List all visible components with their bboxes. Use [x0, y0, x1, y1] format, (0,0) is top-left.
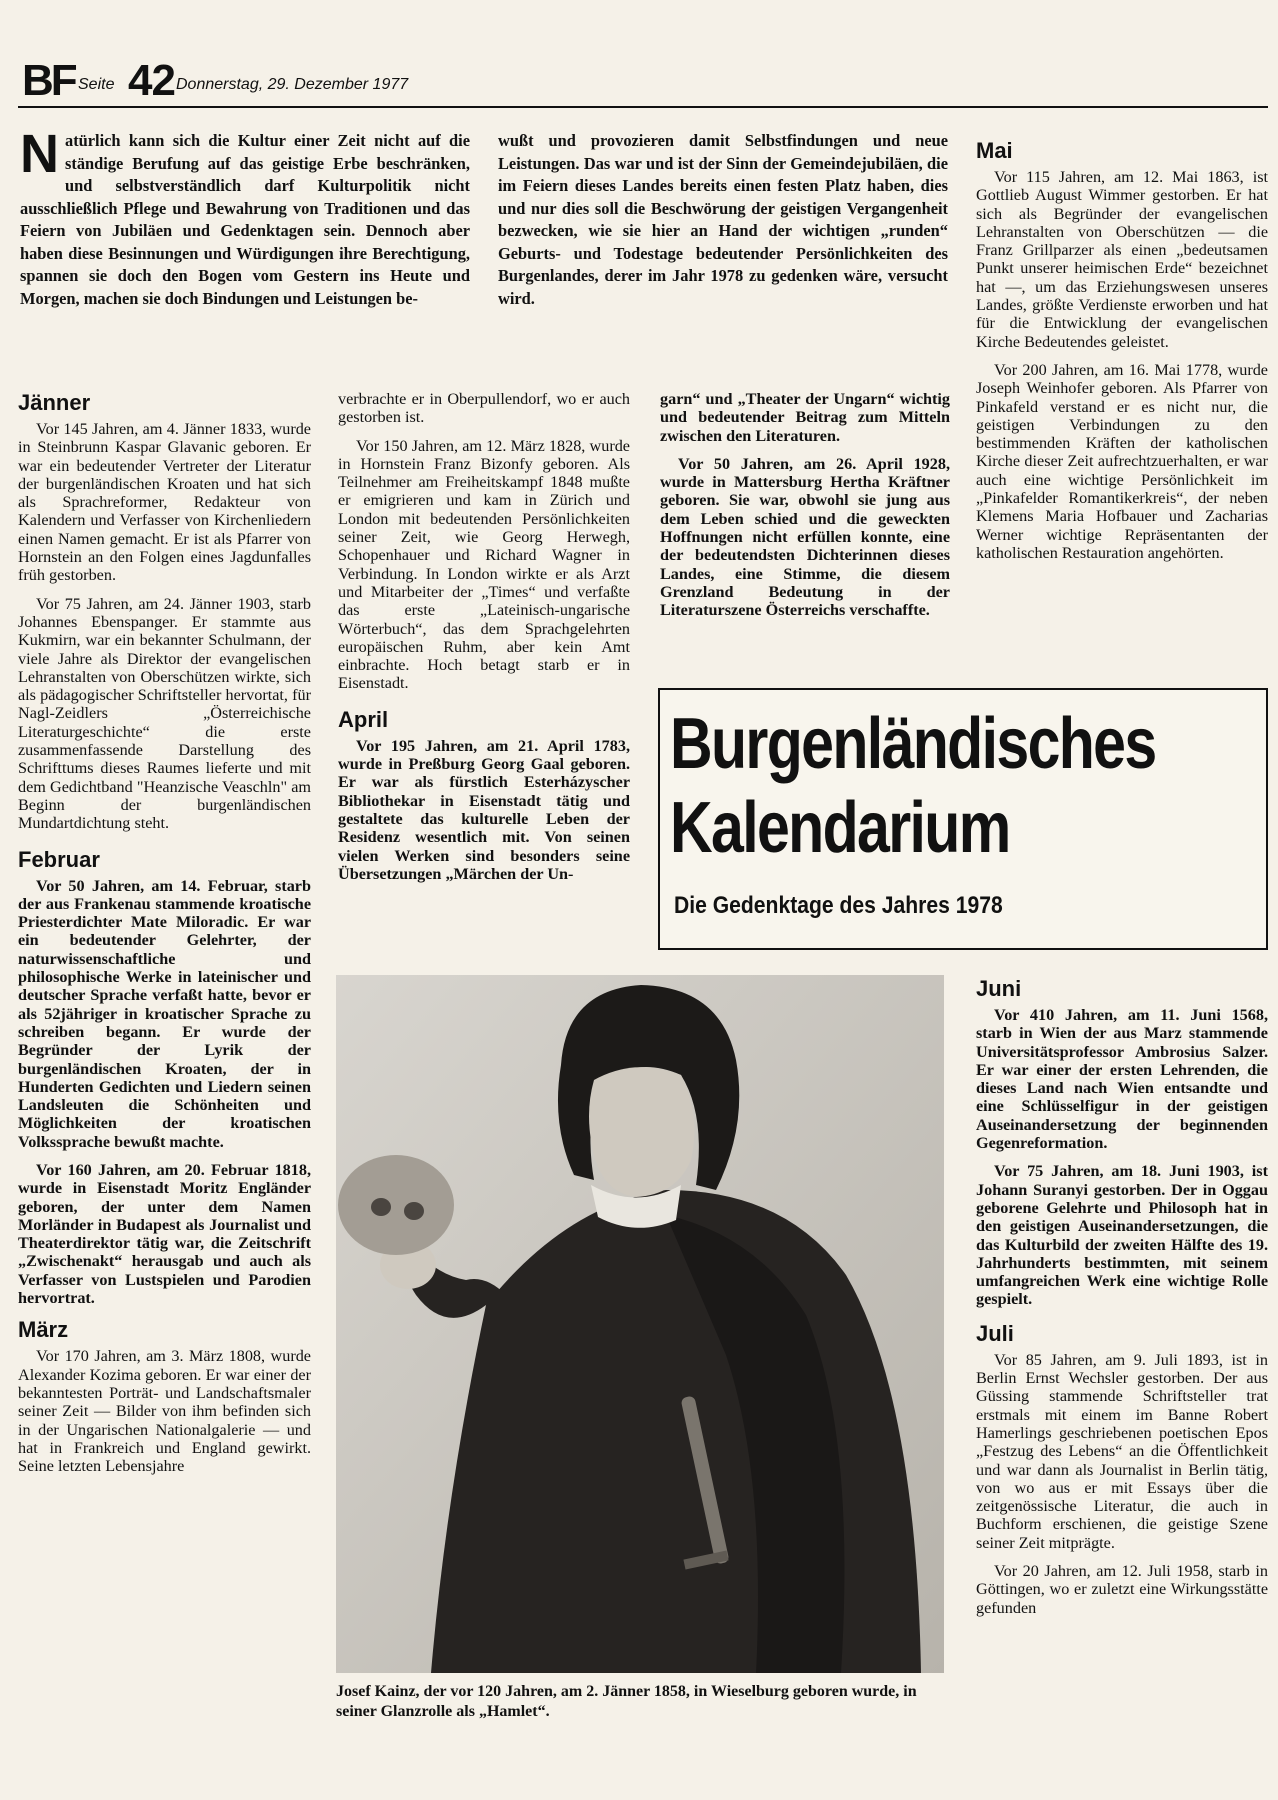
column-4-upper: [976, 132, 1268, 572]
juli-paragraph-1: Vor 85 Jahren, am 9. Juli 1893, ist in Berlin Ernst Wechsler gestorben. Der aus Güssing stammende Schriftsteller trat erstmals mit einem im Banne Robert Hamerlings geschriebenen poetischen Epos „Festzug des Lebens“ an die Öffentlichkeit und war dann als Journalist in Berlin tätig, von wo aus er mit Essays über die zeitgenössische Literatur, die auch in Buchform erschienen, die geistige Szene seiner Zeit mitprägte.: [976, 1350, 1268, 1552]
column-4-lower: [976, 970, 1268, 1627]
mai-paragraph-1: Vor 115 Jahren, am 12. Mai 1863, ist Gottlieb August Wimmer gestorben. Er hat sich als Begründer der evangelischen Lehranstalten von Oberschützen — die Franz Grillparzer als einen „bedeutsamen Punkt unserer heimischen Erde“ bezeichnet hat —, um das Erziehungswesen unseres Landes, größte Verdienste erworben und hat für die Entwicklung der evangelischen Kirche Bedeutendes geleistet.: [976, 168, 1268, 351]
juni-paragraph-1: Vor 410 Jahren, am 11. Juni 1568, starb in Wien der aus Marz stammende Universitätsprofessor Ambrosius Salzer. Er war einer der ersten Lehrenden, die dieses Land nach Wien entsandte und eine Schlüsselfigur in der geistigen Auseinandersetzung der beginnenden Gegenreformation.: [976, 1006, 1268, 1153]
jaenner-paragraph-1: Vor 145 Jahren, am 4. Jänner 1833, wurde in Steinbrunn Kaspar Glavanic geboren. Er war ein bedeutender Vertreter der Literatur der burgenländischen Kroaten und hat sich als Sprachreformer, Redakteur von Kalendern und Verfasser von Kirchenliedern einen Namen gemacht. Er ist als Pfarrer von Hornstein an den Folgen eines Jagdunfalles früh gestorben.: [18, 420, 311, 585]
mai-paragraph-2: Vor 200 Jahren, am 16. Mai 1778, wurde Joseph Weinhofer geboren. Als Pfarrer von Pinkafeld verstand er es nicht nur, die geistigen Verbindungen zu den bestimmenden Kräften der katholischen Kirche dieser Zeit aufrechtzuerhalten, er war auch eine wichtige Persönlichkeit im „Pinkafelder Romantikerkreis“, der neben Klemens Maria Hofbauer und Zacharias Werner wichtige Repräsentanten der katholischen Restauration angehörten.: [976, 360, 1268, 562]
heading-jaenner: Jänner: [18, 390, 91, 415]
subtitle: Die Gedenktage des Jahres 1978: [674, 892, 1003, 919]
intro-text-2: wußt und provozieren damit Selbstfindungen und neue Leistungen. Das war und ist der Sinn der Gemeindejubiläen, die im Feiern dieses Landes bereits einen festen Platz haben, dies und nur dies soll die Beschwörung der geistigen Vergangenheit bezwecken, wie sie hier an Hand der wichtigen „runden“ Geburts- und Todestage bedeutender Persönlichkeiten des Burgenlandes, derer im Jahr 1978 zu gedenken wäre, versucht wird.: [498, 131, 948, 308]
februar-paragraph-2: Vor 160 Jahren, am 20. Februar 1818, wurde in Eisenstadt Moritz Engländer geboren, der unter dem Namen Morländer in Budapest als Journalist und Theaterdirektor tätig war, die Zeitschrift „Zwischenakt“ herausgab und auch als Verfasser von Lustspielen und Parodien hervortrat.: [18, 1160, 311, 1308]
column-1: [18, 384, 311, 1485]
maerz-paragraph-1: Vor 170 Jahren, am 3. März 1808, wurde Alexander Kozima geboren. Er war einer der bekanntesten Porträt- und Landschaftsmaler seiner Zeit — Bilder von ihm befinden sich in der Ungarischen Nationalgalerie — und hat in Frankreich und England gewirkt. Seine letzten Lebensjahre: [18, 1347, 311, 1476]
heading-juni: Juni: [976, 976, 1022, 1001]
hamlet-photo: [336, 975, 944, 1673]
dropcap: N: [20, 124, 59, 184]
heading-april: April: [338, 706, 389, 732]
masthead: [22, 58, 1272, 108]
newspaper-logo: BF: [22, 56, 75, 105]
intro-column-2: [498, 130, 948, 310]
photo-caption: Josef Kainz, der vor 120 Jahren, am 2. Jänner 1858, in Wieselburg geboren wurde, in seiner Glanzrolle als „Hamlet“.: [336, 1683, 917, 1720]
heading-februar: Februar: [18, 846, 100, 872]
heading-mai: Mai: [976, 138, 1013, 163]
jaenner-paragraph-2: Vor 75 Jahren, am 24. Jänner 1903, starb Johannes Ebenspanger. Er stammte aus Kukmirn, war ein bekannter Schulmann, der viele Jahre als Direktor der evangelischen Lehranstalten von Oberschützen wirkte, sich als pädagogischer Schriftsteller hervortat, für Nagl-Zeidlers „Österreichische Literaturgeschichte“ die erste zusammenfassende Darstellung des Schrifttums dieses Raumes lieferte und mit dem Gedichtband "Heanzische Veaschln" am Beginn der burgenländischen Mundartdichtung steht.: [18, 594, 311, 833]
title-line-1: Burgenländisches: [670, 704, 1156, 784]
juli-paragraph-2: Vor 20 Jahren, am 12. Juli 1958, starb in Göttingen, wo er zuletzt eine Wirkungsstätte gefunden: [976, 1562, 1268, 1617]
column-2: [338, 390, 630, 893]
page-label: Seite: [78, 76, 115, 93]
title-box: [658, 688, 1268, 950]
maerz-continuation: verbrachte er in Oberpullendorf, wo er auch gestorben ist.: [338, 390, 630, 427]
juni-paragraph-2: Vor 75 Jahren, am 18. Juni 1903, ist Johann Suranyi gestorben. Der in Oggau geborene Gelehrte und Philosoph hat in den geistigen Auseinandersetzungen, die das Kulturbild der zweiten Hälfte des 19. Jahrhunderts bestimmten, mit seinem umfangreichen Werk eine wichtige Rolle gespielt.: [976, 1162, 1268, 1309]
april-continuation: garn“ und „Theater der Ungarn“ wichtig und bedeutender Beitrag zum Mitteln zwischen den Literaturen.: [660, 390, 950, 445]
februar-paragraph-1: Vor 50 Jahren, am 14. Februar, starb der aus Frankenau stammende kroatische Priesterdichter Mate Miloradic. Er war ein bedeutender Gelehrter, der naturwissenschaftliche und philosophische Werke in lateinischer und deutscher Sprache verfaßt hatte, bevor er als 52jähriger in kroatischer Sprache zu schreiben begann. Er wurde der Begründer der Lyrik der burgenländischen Kroaten, der in Hunderten Gedichten und Liedern seinen Landsleuten die Schönheiten und Möglichkeiten der kroatischen Volkssprache bewußt machte.: [18, 876, 311, 1151]
intro-text-1: atürlich kann sich die Kultur einer Zeit nicht auf die ständige Berufung auf das geistige Erbe beschränken, und selbstverständlich darf Kulturpolitik nicht ausschließlich Pflege und Bewahrung von Traditionen und das Feiern von Jubiläen und Gedenktagen sein. Dennoch aber haben diese Besinnungen und Würdigungen ihre Berechtigung, spannen sie doch den Bogen vom Gestern ins Heute und Morgen, machen sie doch Bindungen und Leistungen be-: [20, 131, 470, 308]
column-3: [660, 390, 950, 630]
photo-illustration: [336, 975, 944, 1673]
heading-maerz: März: [18, 1317, 69, 1343]
title-line-2: Kalendarium: [670, 788, 1010, 868]
april-paragraph-2: Vor 50 Jahren, am 26. April 1928, wurde in Mattersburg Hertha Kräftner geboren. Sie war, obwohl sie jung aus dem Leben schied und die geweckten Hoffnungen nicht erfüllen konnte, eine der bedeutendsten Dichterinnen dieses Landes, eine Stimme, die diesem Grenzland Bedeutung in der Literaturszene Österreichs verschaffte.: [660, 454, 950, 620]
issue-date: Donnerstag, 29. Dezember 1977: [176, 76, 409, 93]
heading-juli: Juli: [976, 1320, 1014, 1346]
masthead-rule: [18, 106, 1268, 108]
page-number: 42: [128, 56, 175, 105]
intro-column-1: [20, 124, 470, 310]
main-title: [670, 702, 1154, 870]
april-paragraph-1: Vor 195 Jahren, am 21. April 1783, wurde in Preßburg Georg Gaal geboren. Er war als fürstlich Esterházyscher Bibliothekar in Eisenstadt tätig und gestaltete das kulturelle Leben der Residenz wesentlich mit. Von seinen vielen Werken sind besonders seine Übersetzungen „Märchen der Un-: [338, 736, 630, 883]
maerz-paragraph-2: Vor 150 Jahren, am 12. März 1828, wurde in Hornstein Franz Bizonfy geboren. Als Teilnehmer am Freiheitskampf 1848 mußte er emigrieren und kam in Zürich und London mit bedeutenden Persönlichkeiten seiner Zeit, wie Georg Herwegh, Schopenhauer und Richard Wagner in Verbindung. In London wirkte er als Arzt und Mitarbeiter der „Times“ und verfaßte das erste „Lateinisch-ungarische Wörterbuch“, das dem Sprachgelehrten europäischen Ruhm, aber kein Amt einbrachte. Hoch betagt starb er in Eisenstadt.: [338, 436, 630, 693]
